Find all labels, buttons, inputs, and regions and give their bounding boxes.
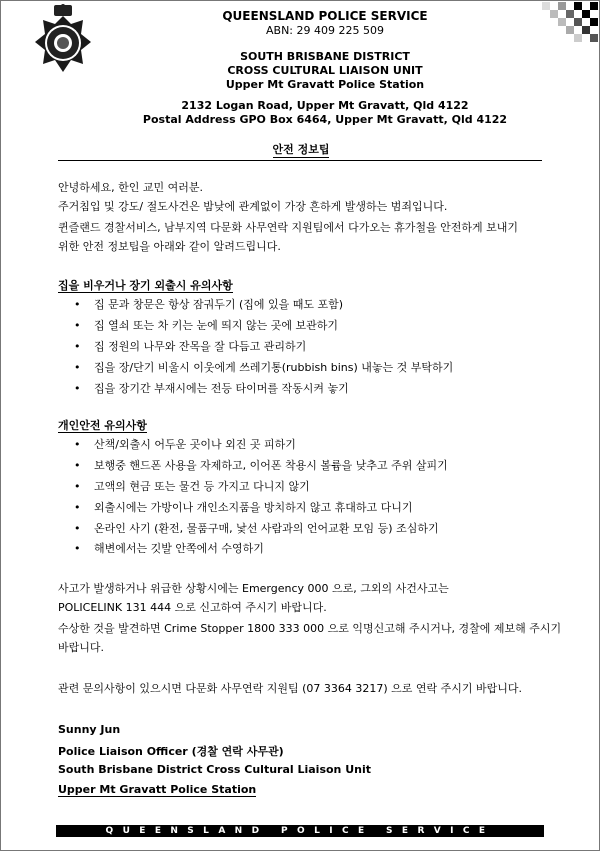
list-item: • 해변에서는 깃발 안쪽에서 수영하기 xyxy=(74,542,264,555)
bullet-icon: • xyxy=(74,438,81,451)
contact-line: 관련 문의사항이 있으시면 다문화 사무연락 지원팀 (07 3364 3217) 으로 연락 주시기 바랍니다. xyxy=(58,682,523,695)
bullet-icon: • xyxy=(74,459,81,472)
queensland-police-badge-icon xyxy=(33,4,93,80)
header-org: QUEENSLAND POLICE SERVICE xyxy=(222,9,428,23)
bullet-icon: • xyxy=(74,382,81,395)
list-item: • 온라인 사기 (환전, 물품구매, 낯선 사람과의 언어교환 모임 등) 조심하기 xyxy=(74,522,439,535)
bullet-icon: • xyxy=(74,361,81,374)
list-item: • 보행중 핸드폰 사용을 자제하고, 이어폰 착용시 볼륨을 낮추고 주위 살피기 xyxy=(74,459,448,472)
intro-line: 퀸즐랜드 경찰서비스, 남부지역 다문화 사무연락 지원팀에서 다가오는 휴가철을 안전하게 보내기 xyxy=(58,221,519,234)
header-postal: Postal Address GPO Box 6464, Upper Mt Gravatt, Qld 4122 xyxy=(142,113,508,126)
intro-line: 안녕하세요, 한인 교민 여러분. xyxy=(58,181,203,194)
checkered-band-icon xyxy=(534,2,598,42)
list-item: • 집을 장/단기 비울시 이웃에게 쓰레기통(rubbish bins) 내놓는 것 부탁하기 xyxy=(74,361,454,374)
footer-band: QUEENSLAND POLICE SERVICE xyxy=(56,825,544,837)
header-station: Upper Mt Gravatt Police Station xyxy=(225,78,425,91)
title-divider xyxy=(58,160,542,161)
closing-line: POLICELINK 131 444 으로 신고하여 주시기 바랍니다. xyxy=(58,601,327,614)
signature-role: Police Liaison Officer (경찰 연락 사무관) xyxy=(58,745,284,758)
bullet-icon: • xyxy=(74,542,81,555)
header-unit: CROSS CULTURAL LIAISON UNIT xyxy=(227,64,423,77)
bullet-icon: • xyxy=(74,522,81,535)
list-item: • 고액의 현금 또는 물건 등 가지고 다니지 않기 xyxy=(74,480,310,493)
closing-line: 바랍니다. xyxy=(58,641,105,654)
bullet-icon: • xyxy=(74,319,81,332)
list-item: • 산책/외출시 어두운 곳이나 외진 곳 피하기 xyxy=(74,438,296,451)
header-address: 2132 Logan Road, Upper Mt Gravatt, Qld 4122 xyxy=(181,99,469,112)
section-heading-personal: 개인안전 유의사항 xyxy=(58,419,147,432)
signature-name: Sunny Jun xyxy=(58,723,121,736)
list-item: • 집 정원의 나무와 잔목을 잘 다듬고 관리하기 xyxy=(74,340,307,353)
intro-line: 주거침입 및 강도/ 절도사건은 밤낮에 관계없이 가장 흔하게 발생하는 범죄입니다. xyxy=(58,200,448,213)
intro-line: 위한 안전 정보팁을 아래와 같이 알려드립니다. xyxy=(58,240,281,253)
list-item: • 집을 장기간 부재시에는 전등 타이머를 작동시켜 놓기 xyxy=(74,382,349,395)
closing-line: 사고가 발생하거나 위급한 상황시에는 Emergency 000 으로, 그외의 사건사고는 xyxy=(58,582,449,595)
list-item: • 외출시에는 가방이나 개인소지품을 방치하지 않고 휴대하고 다니기 xyxy=(74,501,413,514)
signature-station: Upper Mt Gravatt Police Station xyxy=(58,783,257,796)
list-item: • 집 문과 창문은 항상 잠궈두기 (집에 있을 때도 포함) xyxy=(74,298,344,311)
page-title: 안전 정보팁 xyxy=(272,143,330,156)
section-heading-home: 집을 비우거나 장기 외출시 유의사항 xyxy=(58,279,233,292)
list-item: • 집 열쇠 또는 차 키는 눈에 띄지 않는 곳에 보관하기 xyxy=(74,319,338,332)
header-abn: ABN: 29 409 225 509 xyxy=(266,24,384,37)
closing-line: 수상한 것을 발견하면 Crime Stopper 1800 333 000 으로 익명신고해 주시거나, 경찰에 제보해 주시기 xyxy=(58,622,562,635)
bullet-icon: • xyxy=(74,298,81,311)
header-district: SOUTH BRISBANE DISTRICT xyxy=(240,50,410,63)
bullet-icon: • xyxy=(74,480,81,493)
bullet-icon: • xyxy=(74,340,81,353)
signature-unit: South Brisbane District Cross Cultural Liaison Unit xyxy=(58,763,372,776)
bullet-icon: • xyxy=(74,501,81,514)
